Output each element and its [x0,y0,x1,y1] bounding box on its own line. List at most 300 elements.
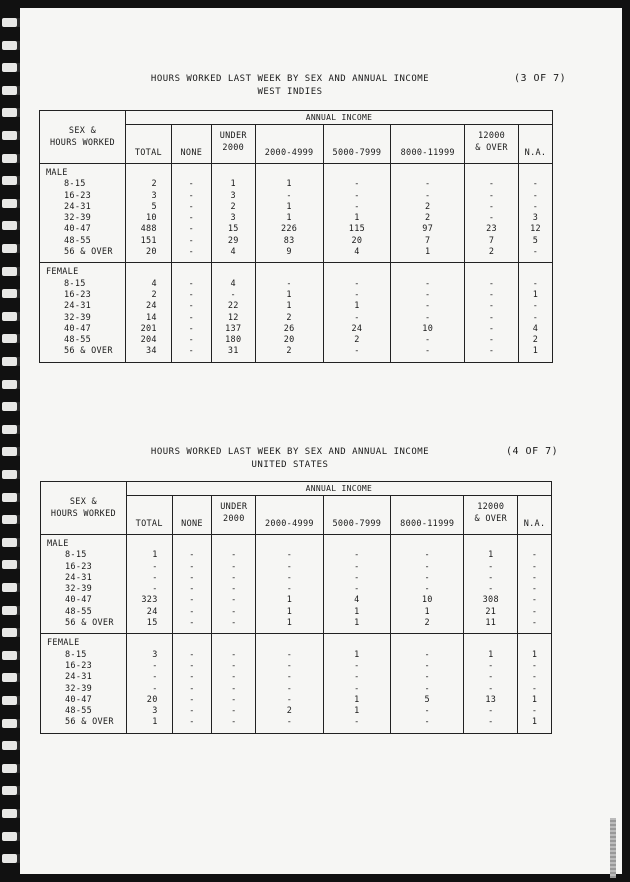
binding-ring [2,334,22,343]
data-column-cell [518,535,552,634]
data-value: - [231,672,237,683]
data-value: 151 [140,235,157,246]
data-value: - [188,323,195,334]
data-value: 3 [532,213,539,224]
data-value: - [188,346,195,357]
data-value: 1 [286,201,292,212]
binding-ring [2,447,22,456]
data-value: - [425,346,431,357]
column-header: 12000 & OVER [465,125,519,164]
data-value: - [354,660,360,671]
data-value: - [424,572,430,583]
data-value: 1 [286,213,292,224]
data-value: - [231,649,237,660]
data-value: 1 [354,649,360,660]
binding-ring [2,244,22,253]
data-column-cell [323,535,390,634]
data-value: 180 [225,335,242,346]
row-label-cell [41,535,127,634]
data-value: - [188,301,195,312]
data-value: - [188,335,195,346]
data-value: - [188,201,195,212]
data-value: - [188,224,195,235]
column-header: 12000 & OVER [464,496,518,535]
data-value: - [354,561,360,572]
data-value: - [231,561,237,572]
data-value: - [488,717,494,728]
data-value: - [354,346,360,357]
data-column-cell [171,164,211,263]
data-value: - [231,618,237,629]
data-value: - [424,561,430,572]
data-value: 1 [286,289,292,300]
data-value: 115 [348,224,366,235]
data-value: 23 [486,224,497,235]
row-label: 16-23 [65,660,93,671]
table-2-page-indicator: (4 OF 7) [506,446,559,457]
data-column-cell [323,164,391,263]
data-value: 4 [230,247,236,258]
binding-ring [2,651,22,660]
data-value: - [231,660,237,671]
row-label: 48-55 [64,335,92,346]
data-value: 2 [488,247,495,258]
data-value: 2 [151,289,157,300]
column-header: NONE [172,496,212,535]
data-value: - [189,683,195,694]
binding-ring [2,108,22,117]
data-value: 3 [230,190,236,201]
data-value: - [488,179,495,190]
page-edge-strip [610,818,616,878]
data-value: - [354,278,360,289]
data-value: - [286,190,292,201]
data-value: 1 [286,301,292,312]
data-value: - [424,672,430,683]
data-value: 2 [424,618,430,629]
data-value: 2 [286,706,293,717]
data-value: - [488,190,495,201]
data-value: 29 [227,235,239,246]
data-column-cell [391,634,464,733]
data-column-cell [518,263,552,362]
data-column-cell [172,634,212,733]
data-value: 7 [488,235,495,246]
data-column-cell [465,164,519,263]
data-value: 15 [227,224,239,235]
data-value: 4 [230,278,236,289]
data-value: - [532,201,539,212]
stub-header [40,111,126,164]
data-value: - [188,289,195,300]
data-value: - [354,289,360,300]
data-value: - [286,694,293,705]
data-value: 4 [532,323,539,334]
binding-ring [2,176,22,185]
stub-header-line: HOURS WORKED [50,509,116,519]
data-value: 22 [227,301,239,312]
data-value: 1 [152,550,158,561]
binding-ring [2,63,22,72]
data-value: - [488,335,495,346]
column-header: TOTAL [126,496,172,535]
data-value: - [425,179,431,190]
binding-ring [2,425,22,434]
data-value: 10 [146,213,157,224]
data-value: - [188,179,195,190]
data-value: - [189,717,195,728]
data-value: 12 [530,224,541,235]
data-value: - [354,683,360,694]
data-value: - [286,717,293,728]
data-value: - [488,706,494,717]
data-value: - [488,213,495,224]
data-value: - [189,606,195,617]
data-value: - [354,179,360,190]
data-value: - [189,584,195,595]
data-value: 1 [230,179,236,190]
data-value: - [286,561,293,572]
data-column-cell [256,634,323,733]
data-column-cell [256,535,323,634]
data-value: - [354,572,360,583]
binding-ring [2,832,22,841]
row-label: 16-23 [65,561,93,572]
data-value: 2 [286,312,292,323]
data-value: - [231,683,237,694]
data-value: - [189,660,195,671]
row-label: 40-47 [65,595,93,606]
data-value: 2 [230,201,236,212]
data-value: - [531,683,538,694]
data-value: 488 [140,224,157,235]
binding-ring [2,583,22,592]
data-value: 13 [485,694,497,705]
data-value: - [286,278,292,289]
data-value: - [488,584,494,595]
data-value: - [354,550,360,561]
data-value: - [488,278,495,289]
data-value: - [188,190,195,201]
data-value: - [488,301,495,312]
data-column-cell [464,535,518,634]
data-value: 1 [532,289,539,300]
data-value: 2 [354,335,360,346]
data-value: - [189,649,195,660]
data-value: - [531,606,538,617]
group-header: ANNUAL INCOME [126,482,551,496]
column-header: 8000-11999 [391,125,465,164]
data-value: 10 [422,323,434,334]
data-value: - [152,660,158,671]
row-label-cell [40,164,126,263]
binding-ring [2,380,22,389]
data-value: 20 [283,335,295,346]
data-column-cell [391,535,464,634]
data-value: - [189,561,195,572]
stub-header-line: SEX & [68,126,97,136]
data-value: - [189,618,195,629]
data-value: - [286,572,293,583]
data-value: 137 [225,323,242,334]
row-label: 32-39 [64,312,92,323]
data-value: - [531,561,538,572]
binding-ring [2,357,22,366]
data-value: - [531,618,538,629]
row-label: 56 & OVER [64,346,113,357]
data-value: - [354,584,360,595]
data-value: 2 [425,213,431,224]
data-value: - [424,584,430,595]
binding-ring [2,312,22,321]
data-value: - [424,649,430,660]
data-column-cell [518,634,552,733]
data-value: - [189,694,195,705]
data-value: 5 [151,201,157,212]
group-header: ANNUAL INCOME [125,111,552,125]
data-value: - [531,572,538,583]
column-header: UNDER 2000 [212,496,256,535]
data-column-cell [211,263,255,362]
binding-ring [2,719,22,728]
data-value: 31 [227,346,239,357]
row-label: 32-39 [65,584,93,595]
column-header: TOTAL [125,125,171,164]
data-value: - [231,572,237,583]
binding-ring [2,538,22,547]
stub-header-line: HOURS WORKED [49,138,115,148]
data-value: - [532,179,539,190]
data-column-cell [518,164,552,263]
data-value: - [231,584,237,595]
binding-ring [2,606,22,615]
data-column-cell [323,263,391,362]
data-value: - [286,584,293,595]
row-label: 16-23 [64,190,92,201]
data-value: 4 [354,247,360,258]
data-value: - [188,213,195,224]
data-value: - [488,672,494,683]
data-value: 24 [146,301,157,312]
data-value: 20 [146,247,157,258]
column-header: 5000-7999 [323,496,390,535]
data-value: - [532,278,539,289]
data-value: 1 [531,717,538,728]
column-header: 2000-4999 [255,125,323,164]
row-label: 56 & OVER [65,717,114,728]
data-value: - [424,706,430,717]
row-label: 8-15 [64,179,86,190]
table-1-title: HOURS WORKED LAST WEEK BY SEX AND ANNUAL INCOME [150,74,430,84]
data-value: - [286,683,293,694]
data-value: - [425,335,431,346]
table-2 [40,481,552,734]
binding-ring [2,267,22,276]
data-value: - [188,278,195,289]
data-value: - [488,312,495,323]
column-header: 5000-7999 [323,125,391,164]
row-label: 24-31 [64,301,92,312]
data-value: 14 [146,312,157,323]
data-value: - [424,660,430,671]
data-column-cell [255,263,323,362]
data-column-cell [126,535,172,634]
data-value: - [188,312,195,323]
data-value: - [231,717,237,728]
data-value: - [152,561,158,572]
data-value: 4 [151,278,157,289]
row-label: 32-39 [65,683,93,694]
table-2-subtitle: UNITED STATES [251,460,329,470]
data-value: 20 [146,694,158,705]
data-value: - [488,561,494,572]
data-column-cell [391,263,465,362]
stub-header [41,482,127,535]
data-value: - [532,190,539,201]
data-value: - [532,312,539,323]
data-value: 226 [280,224,298,235]
data-value: - [425,312,431,323]
section-label: FEMALE [46,267,79,278]
column-header: 2000-4999 [256,496,323,535]
data-value: - [152,572,158,583]
data-value: 1 [531,649,538,660]
data-value: 2 [286,346,292,357]
binding-ring [2,402,22,411]
data-value: 3 [152,706,158,717]
data-value: 1 [531,694,538,705]
section-label: MALE [46,168,68,178]
data-value: 323 [141,595,158,606]
data-value: - [189,595,195,606]
row-label: 32-39 [64,213,92,224]
data-value: - [286,550,293,561]
data-value: 26 [283,323,295,334]
data-value: 308 [482,595,499,606]
data-value: - [188,235,195,246]
binding-ring [2,673,22,682]
data-value: 2 [151,179,157,190]
data-column-cell [172,535,212,634]
data-value: 1 [286,595,293,606]
data-value: - [531,660,538,671]
data-value: - [354,717,360,728]
binding-ring [2,493,22,502]
data-value: - [354,190,360,201]
row-label: 8-15 [64,278,86,289]
data-value: 3 [152,649,158,660]
data-column-cell [211,164,255,263]
data-value: 2 [532,335,539,346]
data-column-cell [171,263,211,362]
data-value: - [488,346,495,357]
table-1-page-indicator: (3 OF 7) [514,73,567,84]
data-column-cell [212,535,256,634]
data-value: - [532,247,539,258]
data-value: - [424,550,430,561]
row-label: 8-15 [65,550,87,561]
data-value: 2 [425,201,431,212]
binding-ring [2,289,22,298]
data-value: - [425,278,431,289]
data-value: 1 [354,301,360,312]
binding-ring [2,854,22,863]
row-label: 24-31 [65,572,93,583]
row-label: 40-47 [64,224,92,235]
data-column-cell [212,634,256,733]
data-value: 1 [354,213,360,224]
binding-ring [2,18,22,27]
binding-ring [2,696,22,705]
row-label: 24-31 [64,201,92,212]
data-value: - [425,190,431,201]
row-label: 8-15 [65,649,87,660]
data-value: - [286,672,293,683]
data-value: 1 [354,694,360,705]
data-value: - [532,301,539,312]
row-label: 40-47 [64,323,92,334]
data-value: 20 [351,235,363,246]
data-value: - [531,672,538,683]
data-value: - [488,201,495,212]
row-label: 16-23 [64,289,92,300]
binding-ring [2,764,22,773]
data-value: 1 [152,717,158,728]
data-value: - [152,683,158,694]
data-column-cell [391,164,465,263]
data-value: 3 [151,190,157,201]
column-header: NONE [171,125,211,164]
data-value: - [488,683,494,694]
data-column-cell [323,634,390,733]
data-value: 1 [286,618,293,629]
data-column-cell [255,164,323,263]
binding-ring [2,154,22,163]
data-value: - [488,323,495,334]
data-value: 24 [146,606,158,617]
column-header: N.A. [518,125,552,164]
data-value: - [286,660,293,671]
data-value: 201 [140,323,157,334]
data-value: 1 [354,606,360,617]
data-column-cell [464,634,518,733]
data-value: - [354,672,360,683]
data-value: 10 [421,595,433,606]
data-value: - [189,672,195,683]
data-value: 15 [146,618,158,629]
data-value: - [286,649,293,660]
table-2-title: HOURS WORKED LAST WEEK BY SEX AND ANNUAL INCOME [150,447,430,457]
binding-ring [2,221,22,230]
data-value: - [189,706,195,717]
stub-header-line: SEX & [69,497,97,507]
data-value: - [488,572,494,583]
row-label: 24-31 [65,672,93,683]
data-value: 1 [532,346,539,357]
data-value: 24 [351,323,363,334]
row-label-cell [41,634,127,733]
binding-ring [2,628,22,637]
data-value: - [531,595,538,606]
data-value: 204 [140,335,157,346]
data-column-cell [125,164,171,263]
data-value: - [188,247,195,258]
data-value: 1 [488,649,494,660]
binding-ring [2,809,22,818]
data-value: - [354,201,360,212]
data-value: - [531,706,538,717]
data-value: - [354,312,360,323]
